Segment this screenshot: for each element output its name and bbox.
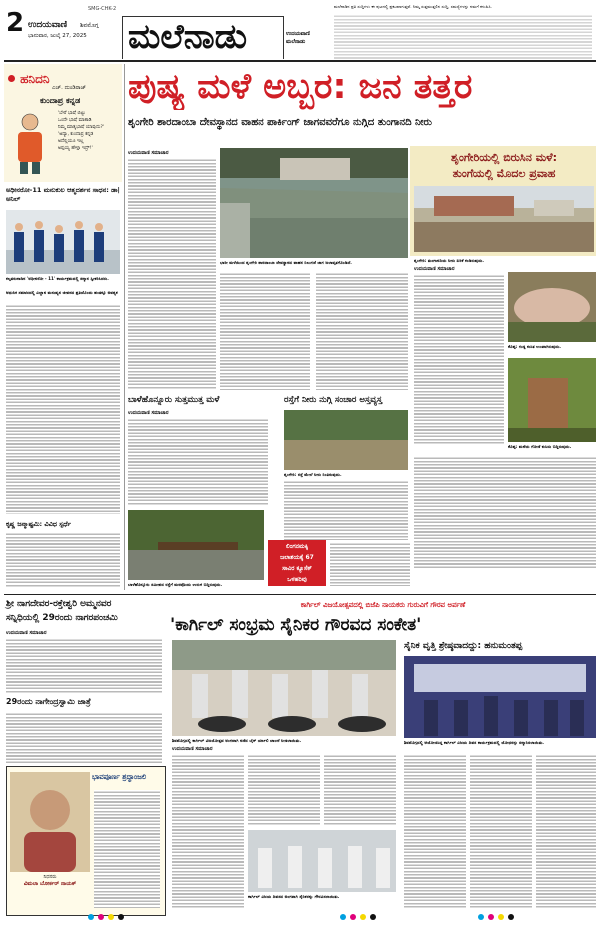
sub1-byline: ಉದಯವಾಣಿ ಸಮಾಚಾರ — [128, 410, 169, 416]
promo-byline: ಉದಯವಾಣಿ ಸಮಾಚಾರ — [414, 266, 455, 272]
registration-mark — [478, 914, 484, 920]
masthead-intro: ಮಲೆನಾಡಿನ ಪ್ರತಿ ಸುದ್ದಿಗಳು ಈ ಪುಟದಲ್ಲಿ ಪ್ರಕಟವಾಗುತ್ತವೆ. ನಿಮ್ಮ ಸುತ್ತಮುತ್ತಲಿನ ಸುದ್ದಿ, ಸಮಸ್ಯೆಗಳನ್ನು ನಮಗೆ ಕಳುಹಿಸಿ. — [334, 4, 493, 9]
kargil-photo3 — [248, 830, 396, 892]
section-tag — [286, 30, 310, 46]
hanidani-author: ಎಚ್. ದುಂಡಿರಾಜ್ — [52, 85, 87, 91]
right-col-body — [414, 456, 596, 568]
sub2-body — [284, 480, 408, 540]
hanidani-dot-icon — [8, 75, 15, 82]
kargil-photo1 — [172, 640, 396, 736]
red-box-text — [268, 541, 326, 585]
right-photo1 — [508, 272, 596, 342]
lead-main-photo — [220, 148, 408, 258]
registration-mark — [498, 914, 504, 920]
right-photo2-caption: ಕೊಪ್ಪ: ಮನೆಯ ಗೋಡೆ ಕುಸಿದು ಬಿದ್ದಿರುವುದು. — [508, 444, 572, 449]
lead-headline — [128, 64, 596, 110]
poem-line: 'ಬೇರೆ ಭಾಷೆ ಬಿಟ್ಟು — [58, 111, 86, 116]
sub1-body — [128, 418, 268, 506]
red-box-line3: ಸಾವಿರ ಕ್ಯೂಸೆಕ್ — [282, 565, 312, 572]
left-story1-caption: ಕಲ್ಪತರುನಾಡಿನ 'ಅಧೀನರೋ - 11' ಕಾರ್ಯಕ್ರಮದಲ್ಲಿ ಸನ್ಮಾನ ಸ್ವೀಕರಿಸಿದರು. — [6, 276, 109, 281]
hanidani-logo — [8, 68, 50, 87]
left-story2-headline: ಕೃಷ್ಣ ಜನ್ಮಾಷ್ಟಮಿ: ವಿವಿಧ ಸ್ಪರ್ಧೆ — [6, 520, 72, 528]
poem-line: 'ಅದ್ಯಾ, ಕುಂದಾಪ್ರ ಕನ್ನಡ — [58, 132, 94, 137]
paper-name: ಉದಯವಾಣಿ — [28, 20, 68, 30]
masthead-intro-lines — [334, 14, 592, 62]
kargil-side-col3 — [536, 754, 596, 908]
lead-byline: ಉದಯವಾಣಿ ಸಮಾಚಾರ — [128, 150, 169, 156]
left-story1-photo — [6, 210, 120, 274]
poem-line: ಒಂದೇ ಭಾಷೆ ಮಾತಾಡಿ — [58, 118, 92, 123]
kargil-kicker: ಕಾರ್ಗಿಲ್ ವಿಜಯೋತ್ಸವದಲ್ಲಿ ಬಿಜೆಪಿ ನಾಯಕರು ಗುರುವಿಗೆ ಗೌರವ ಅರ್ಪಣೆ — [300, 601, 466, 609]
registration-mark — [108, 914, 114, 920]
temple-subheadline: 29ರಂದು ನಾಗೇಂದ್ರಸ್ವಾಮಿ ಜಾತ್ರೆ — [6, 697, 91, 706]
registration-mark — [118, 914, 124, 920]
registration-mark — [350, 914, 356, 920]
city-name: ಶಿವಮೊಗ್ಗ — [80, 22, 99, 29]
registration-mark — [488, 914, 494, 920]
hanidani-poem — [58, 110, 120, 152]
page-number: 2 — [6, 8, 25, 38]
right-photo1-caption: ಕೊಪ್ಪ: ಗುಡ್ಡ ಕುಸಿತ ಉಂಟಾಗಿರುವುದು. — [508, 344, 562, 349]
red-box-line1: ಲಿಂಗನಮಕ್ಕಿ — [285, 543, 309, 550]
kargil-headline: 'ಕಾರ್ಗಿಲ್ ಸಂಭ್ರಮ ಸೈನಿಕರ ಗೌರವದ ಸಂಕೇತ' — [170, 615, 422, 635]
lead-body-col1 — [128, 158, 216, 390]
promo-title1: ಶೃಂಗೇರಿಯಲ್ಲಿ ಬಿರುಸಿನ ಮಳೆ: — [451, 151, 557, 164]
lead-deck: ಶೃಂಗೇರಿ ಶಾರದಾಂಬಾ ದೇವಸ್ಥಾನದ ವಾಹನ ಪಾರ್ಕಿಂಗ್ ಜಾಗವವರೆಗೂ ನುಗ್ಗಿದ ತುಂಗಾನದಿ ನೀರು — [128, 117, 432, 128]
right-photo2 — [508, 358, 596, 442]
registration-mark — [508, 914, 514, 920]
left-col-rule — [124, 64, 125, 590]
temple-sub-body — [6, 712, 162, 764]
temple-byline: ಉದಯವಾಣಿ ಸಮಾಚಾರ — [6, 630, 47, 636]
promo-caption: ಶೃಂಗೇರಿ: ತುಂಗಾನದಿಯ ನೀರು ಏರಿಕೆ ಕಂಡಿರುವುದು. — [414, 258, 484, 263]
left-story2-body — [6, 532, 120, 588]
sub1-photo — [128, 510, 264, 580]
obit-photo — [10, 772, 90, 872]
promo-title2: ತುಂಗೆಯಲ್ಲಿ ಮೊದಲ ಪ್ರವಾಹ — [452, 167, 556, 180]
poem-line: ನಿಮ್ಮ ಮಾತೃಭಾಷೆ ಯಾವುದು?' — [58, 125, 105, 130]
kargil-byline: ಉದಯವಾಣಿ ಸಮಾಚಾರ — [172, 746, 213, 752]
obit-label: ನಿಧನರು — [43, 874, 57, 880]
kargil-body-col2 — [248, 754, 320, 826]
lead-body-col3 — [316, 272, 408, 390]
kargil-body-col1 — [172, 754, 244, 908]
temple-headline1: ಶ್ರೀ ನಾಗದೇವರ-ರಕ್ತೇಶ್ವರಿ ಅಮ್ಮನವರ — [6, 599, 112, 609]
sub2-caption: ಶೃಂಗೇರಿ: ರಸ್ತೆ ಮೇಲೆ ನೀರು ನಿಂತಿರುವುದು. — [284, 472, 342, 477]
registration-mark — [360, 914, 366, 920]
kargil-photo2 — [404, 656, 596, 738]
issue-date: ಭಾನುವಾರ, ಜುಲೈ 27, 2025 — [28, 33, 87, 39]
temple-body — [6, 638, 162, 694]
obit-body — [94, 790, 160, 908]
left-story1-body — [6, 304, 120, 514]
kargil-body-col3 — [324, 754, 396, 826]
red-box-line2: ಜಲಾಶಯಕ್ಕೆ 67 — [280, 554, 314, 561]
lead-photo-caption: ಭಾರೀ ಮಳೆಯಿಂದ ಶೃಂಗೇರಿ ಶಾರದಾಂಬಾ ದೇವಸ್ಥಾನದ ವಾಹನ ನಿಲುಗಡೆ ಜಾಗ ಜಲಾವೃತಗೊಂಡಿದೆ. — [220, 260, 352, 265]
section-title: ಮಲೆನಾಡು — [128, 17, 248, 57]
section-tag-line1: ಉದಯವಾಣಿ — [286, 31, 310, 37]
registration-mark — [370, 914, 376, 920]
left-story1-subhead: ಆಧುನಿಕ ಸಮಾಜದಲ್ಲಿ ವಿಜ್ಞಾನ ಮನುಷ್ಯನ ಜೀವನದ ಪ್ರತಿಯೊಂದು ಹಂತಕ್ಕೂ ಅವಶ್ಯಕ — [6, 290, 118, 295]
sub2-headline: ರಸ್ತೆಗೆ ನೀರು ನುಗ್ಗಿ ಸಂಚಾರ ಅಸ್ತವ್ಯಸ್ತ — [284, 395, 383, 405]
obit-title: ಭಾವಪೂರ್ಣ ಶ್ರದ್ಧಾಂಜಲಿ — [92, 773, 147, 781]
registration-mark — [88, 914, 94, 920]
red-box-body — [330, 542, 410, 586]
registration-mark — [340, 914, 346, 920]
kargil-caption2: ಶಿವಮೊಗ್ಗದಲ್ಲಿ ಆಯೋಜಿಸಿದ್ದ ಕಾರ್ಗಿಲ್ ವಿಜಯ ದಿವಸ ಕಾರ್ಯಕ್ರಮದಲ್ಲಿ ಯೋಧರನ್ನು ಸನ್ಮಾನಿಸಲಾಯಿತು. — [404, 740, 545, 745]
temple-headline2: ಸನ್ನಿಧಿಯಲ್ಲಿ 29ರಂದು ನಾಗರಪಂಚಮಿ — [6, 613, 118, 623]
sub2-photo — [284, 410, 408, 470]
left-story1-headline: ಅಧೀನರೋ-11 ಮನುಕುಲ ಆತ್ಮದರ್ಶನ ಸಾಧನ: ಡಾ| ಅನಿಲ್ — [6, 186, 120, 203]
page-code: SMG-CHK-2 — [88, 6, 117, 12]
kargil-side-headline: ಸೈನಿಕ ವೃತ್ತಿ ಶ್ರೇಷ್ಠವಾದದ್ದು: ಹನುಮಂತಪ್ಪ — [404, 641, 523, 651]
promo-body-col1 — [414, 274, 504, 444]
kargil-caption1: ಶಿವಮೊಗ್ಗದಲ್ಲಿ ಕಾರ್ಗಿಲ್ ವಿಜಯೋತ್ಸವ ಅಂಗವಾಗಿ ನಡೆದ ಬೈಕ್ ರ್ಯಾಲಿ ಚಾಲನೆ ನೀಡಲಾಯಿತು. — [172, 738, 302, 743]
sub1-caption: ಬಾಳೆಹೊನ್ನೂರು ಸಮೀಪದ ರಸ್ತೆಗೆ ಮರವೊಂದು ಉರುಳಿ ಬಿದ್ದಿರುವುದು. — [128, 582, 223, 587]
obit-name: ವಿಮಲಾ ಬೋರ್ಕರ್ ನಾಯಕ್ — [23, 881, 77, 887]
poem-line: ಅಪ್ಪಯ್ಯ ಹೇಳ್ತಾ ಇದ್ರ್!' — [58, 146, 93, 151]
kargil-side-col2 — [470, 754, 532, 908]
lead-headline-text: ಪುಷ್ಯ ಮಳೆ ಅಬ್ಬರ: ಜನ ತತ್ತರ — [128, 67, 473, 107]
hanidani-title: ಕುಂದಾಪ್ರ ಕನ್ನಡ — [40, 96, 81, 105]
red-box-line4: ಒಳಹರಿವು — [287, 576, 307, 583]
poem-line: ಅದೆಲ್ಲಿಯೂ ಇಲ್ಲ — [58, 139, 84, 144]
promo-photo — [414, 186, 594, 252]
sub1-headline: ಬಾಳೆಹೊನ್ನೂರು ಸುತ್ತಮುತ್ತ ಮಳೆ — [128, 395, 220, 405]
kargil-caption3: ಕಾರ್ಗಿಲ್ ವಿಜಯ ದಿವಸದ ಅಂಗವಾಗಿ ಸೈನಿಕರನ್ನು ಗೌರವಿಸಲಾಯಿತು. — [248, 894, 340, 899]
hanidani-logo-text: ಹನಿದನಿ — [20, 72, 50, 86]
section-tag-line2: ಮಲೆನಾಡು — [286, 39, 306, 45]
hanidani-illustration — [8, 110, 52, 176]
registration-mark — [98, 914, 104, 920]
mid-rule — [4, 594, 596, 595]
kargil-side-col1 — [404, 754, 466, 908]
lead-body-col2 — [220, 272, 310, 390]
masthead-rule — [4, 60, 596, 62]
